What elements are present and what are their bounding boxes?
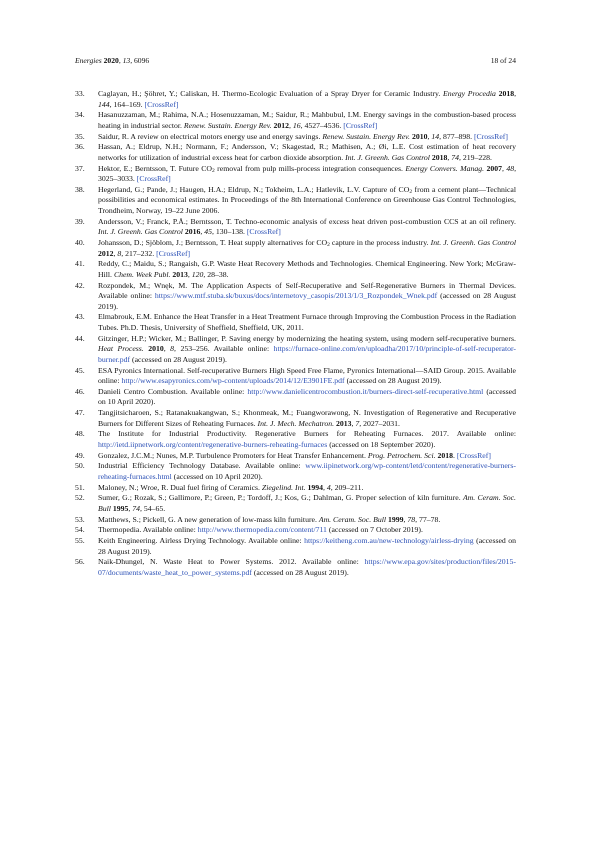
reference-segment: Saidur, R. A review on electrical motors energy use and energy savings. <box>98 131 323 141</box>
reference-segment: , <box>163 344 171 354</box>
reference-item <box>75 89 516 110</box>
subscript: 2 <box>212 167 215 174</box>
reference-item <box>75 408 516 429</box>
reference-segment: (accessed on 10 April 2020). <box>98 386 516 407</box>
reference-text <box>98 387 516 407</box>
reference-segment: , 209–211. <box>330 482 364 492</box>
reference-year: 2018 <box>437 450 454 460</box>
reference-segment: , 219–228. <box>459 152 492 162</box>
journal-citation: Energies 2020, 13, 6096 <box>75 56 150 65</box>
reference-italic: Int. J. Greenh. Gas Control <box>345 152 430 162</box>
crossref-link[interactable]: [CrossRef] <box>136 174 171 184</box>
reference-italic: Prog. Petrochem. Sci. <box>367 450 436 460</box>
reference-segment: , 164–169. <box>109 99 145 109</box>
reference-segment: , 77–78. <box>415 514 441 524</box>
reference-segment: , <box>200 227 205 237</box>
reference-number: 54. <box>75 525 85 535</box>
reference-number: 48. <box>75 429 85 439</box>
reference-segment: Johansson, D.; Sjöblom, J.; Berntsson, T. Heat supply alternatives for CO <box>98 237 328 247</box>
reference-number: 46. <box>75 386 85 396</box>
url-link[interactable]: http://www.thermopedia.com/content/711 <box>197 525 327 535</box>
reference-number: 36. <box>75 142 85 152</box>
reference-segment: Thermopedia. Available online: <box>98 525 198 535</box>
reference-italic: 78 <box>407 514 416 524</box>
reference-text <box>98 536 516 556</box>
reference-segment: , <box>113 248 118 258</box>
reference-segment: , <box>501 163 507 173</box>
reference-item <box>75 536 516 557</box>
journal-name: Energies <box>75 56 102 65</box>
reference-year: 2013 <box>336 418 352 428</box>
reference-italic: Renew. Sustain. Energy Rev. <box>183 120 272 130</box>
reference-italic: 7 <box>355 418 360 428</box>
journal-year: 2020 <box>103 56 119 65</box>
reference-segment: Hassan, A.; Eldrup, N.H.; Normann, F.; Andersson, V.; Skagestad, R.; Mathisen, A.; Øi, L.E. Cost estimation of heat recovery networks for utilization of industrial excess heat for carbon dioxide absorption. <box>98 142 516 162</box>
reference-number: 42. <box>75 280 85 290</box>
reference-year: 2012 <box>98 248 114 258</box>
reference-number: 51. <box>75 482 85 492</box>
reference-year: 2012 <box>273 120 289 130</box>
reference-italic: 4 <box>326 482 331 492</box>
reference-item <box>75 334 516 366</box>
reference-text <box>98 557 516 577</box>
reference-text <box>98 451 491 460</box>
crossref-link[interactable]: [CrossRef] <box>246 227 281 237</box>
reference-text <box>98 461 516 481</box>
reference-segment: Gitzinger, H.P.; Wicker, M.; Ballinger, P. Saving energy by modernizing the heating system, using modern self-recuperative burners. <box>98 333 516 343</box>
reference-italic: Energy Convers. Manag. <box>405 163 485 173</box>
reference-segment: (accessed on 7 October 2019). <box>326 525 423 535</box>
reference-item <box>75 238 516 259</box>
reference-number: 40. <box>75 237 85 247</box>
reference-number: 37. <box>75 163 85 173</box>
reference-number: 38. <box>75 184 85 194</box>
reference-segment: Keith Engineering. Airless Drying Technology. Available online: <box>98 536 305 545</box>
reference-item <box>75 387 516 408</box>
reference-text <box>98 429 516 449</box>
reference-segment: (accessed on 28 August 2019). <box>251 567 349 577</box>
reference-segment: , 217–232. <box>121 248 157 258</box>
reference-segment: Naik-Dhungel, N. Waste Heat to Power Systems. 2012. Available online: <box>98 557 365 567</box>
url-link[interactable]: http://www.esapyronics.com/wp-content/uploads/2014/12/E3901FE.pdf <box>121 376 345 386</box>
reference-year: 2016 <box>184 227 201 237</box>
reference-segment: removal from pulp mills-process integration consequences. <box>214 163 406 173</box>
reference-number: 35. <box>75 131 85 141</box>
reference-segment: Hegerland, G.; Pande, J.; Haugen, H.A.; Eldrup, N.; Tokheim, L.A.; Hatlevik, L.V. Capture of CO <box>98 184 410 194</box>
reference-item <box>75 110 516 131</box>
reference-year: 1999 <box>387 514 404 524</box>
url-link[interactable]: www.iipinetwork.org/wp-content/letd/content/regenerative-burners-reheating-furnaces.html <box>98 461 516 481</box>
reference-segment: (accessed on 28 August 2019). <box>344 376 442 386</box>
reference-number: 33. <box>75 89 85 98</box>
reference-italic: Int. J. Greenh. Gas Control <box>430 237 516 247</box>
reference-segment: , <box>128 503 133 513</box>
reference-segment: , <box>187 269 192 279</box>
reference-item <box>75 366 516 387</box>
reference-text <box>98 483 363 492</box>
reference-text <box>98 366 516 386</box>
reference-italic: 74 <box>451 152 460 162</box>
subscript: 2 <box>327 241 330 248</box>
reference-text <box>98 493 516 513</box>
reference-text <box>98 110 516 130</box>
reference-italic: Heat Process. <box>98 344 144 354</box>
reference-year: 2018 <box>431 152 448 162</box>
reference-number: 55. <box>75 536 85 545</box>
reference-list <box>75 89 516 579</box>
reference-italic: Int. J. Mech. Mechatron. <box>257 418 335 428</box>
reference-item <box>75 132 516 143</box>
reference-segment: , 253–256. Available online: <box>174 344 274 354</box>
reference-segment: Reddy, C.; Maidu, S.; Rangaish, G.P. Waste Heat Recovery Methods and Technologies. Chemical Engineering. New York; McGraw-Hill. <box>98 259 516 279</box>
reference-segment: . <box>453 450 457 460</box>
reference-item <box>75 429 516 450</box>
reference-italic: 14 <box>431 131 440 141</box>
reference-item <box>75 164 516 185</box>
reference-text <box>98 525 423 534</box>
reference-segment: , <box>427 131 432 141</box>
reference-italic: 45 <box>204 227 212 237</box>
reference-segment: (accessed on 28 August 2019). <box>98 536 517 556</box>
reference-segment: (accessed on 10 April 2020). <box>171 471 263 481</box>
reference-italic: 144 <box>98 99 110 109</box>
crossref-link[interactable]: [CrossRef] <box>144 99 179 109</box>
reference-italic: 48 <box>506 163 515 173</box>
reference-item <box>75 217 516 238</box>
reference-segment: (accessed on 28 August 2019). <box>98 291 516 311</box>
reference-number: 47. <box>75 408 85 418</box>
url-link[interactable]: https://www.epa.gov/sites/production/files/2015-07/documents/waste_heat_to_power_systems.pdf <box>98 557 516 577</box>
url-link[interactable]: http://ietd.iipnetwork.org/content/regenerative-burners-reheating-furnaces <box>98 440 328 449</box>
reference-text <box>98 408 516 428</box>
reference-italic: 74 <box>132 503 140 513</box>
reference-year: 1995 <box>112 503 129 513</box>
reference-text <box>98 89 516 109</box>
reference-number: 44. <box>75 333 85 343</box>
reference-segment: (accessed on 18 September 2020). <box>327 440 436 449</box>
reference-segment: , 4527–4536. <box>300 120 344 130</box>
reference-number: 41. <box>75 259 85 269</box>
reference-italic: 8 <box>117 248 122 258</box>
reference-item <box>75 493 516 514</box>
reference-item <box>75 451 516 462</box>
reference-segment: from a cement plant—Technical possibilities and economical estimates. In Proceedings of the 8th International Conference on Greenhouse Gas Control Technologies, Trondheim, Norway, 19–22 June 2006. <box>98 184 517 215</box>
reference-item <box>75 557 516 578</box>
reference-italic: 8 <box>170 344 175 354</box>
journal-volume: 13 <box>122 56 131 65</box>
reference-segment: , 877–898. <box>439 131 474 141</box>
article-number: 6096 <box>134 56 150 65</box>
reference-segment: Industrial Efficiency Technology Database. Available online: <box>98 461 306 471</box>
page-number: 18 of 24 <box>490 56 516 65</box>
reference-year: 2007 <box>486 163 502 173</box>
url-link[interactable]: http://www.danielicentrocombustion.it/burners-direct-self-recuperative.html <box>247 386 484 396</box>
reference-italic: Ziegelind. Int. <box>261 482 306 492</box>
reference-text <box>98 217 516 237</box>
reference-segment: , <box>289 120 293 130</box>
reference-year: 2013 <box>172 269 188 279</box>
url-link[interactable]: https://furnace-online.com/en/uploadha/2017/10/principle-of-self-recuperator-burner.pdf <box>98 344 516 364</box>
reference-year: 2018 <box>498 89 515 98</box>
reference-number: 45. <box>75 365 85 375</box>
reference-italic: Am. Ceram. Soc. Bull <box>318 514 387 524</box>
reference-italic: Am. Ceram. Soc. Bull <box>98 493 516 513</box>
reference-segment: (accessed on 28 August 2019). <box>130 354 227 364</box>
reference-italic: 120 <box>191 269 204 279</box>
reference-segment: Caglayan, H.; Şöhret, Y.; Caliskan, H. Thermo-Ecologic Evaluation of a Spray Dryer for Ceramic Industry. <box>98 89 443 98</box>
reference-segment: , <box>447 152 452 162</box>
reference-segment: Hektor, E.; Berntsson, T. Future CO <box>98 163 212 173</box>
reference-segment: , 3025–3033. <box>98 163 517 184</box>
running-header <box>75 56 516 68</box>
reference-text <box>98 238 516 258</box>
reference-segment: Sumer, G.; Rozak, S.; Gallimore, P.; Green, P.; Tordoff, J.; Kos, G.; Dahlman, G. Proper selection of kiln furniture. <box>98 493 463 503</box>
reference-italic: Energy Procedia <box>442 89 496 98</box>
reference-segment: Hasanuzzaman, M.; Rahima, N.A.; Hosenuzzaman, M.; Saidur, R.; Mahbubul, I.M. Energy savings in the combustion-based process heating in industrial sector. <box>98 110 516 130</box>
reference-segment: Matthews, S.; Pickell, G. A new generation of low-mass kiln furniture. <box>98 514 319 524</box>
reference-segment: Tangjitsicharoen, S.; Ratanakuakangwan, S.; Khonmeak, M.; Fuangworawong, N. Investigation of Regenerative and Recuperative Burners for Different Sizes of Reheating Furnaces. <box>98 408 516 428</box>
reference-segment: Andersson, V.; Franck, P.Å.; Berntsson, T. Techno-economic analysis of excess heat driven post-combustion CCS at an oil refinery. <box>98 216 516 226</box>
reference-text <box>98 515 440 524</box>
reference-segment: Danieli Centro Combustion. Available online: <box>98 386 248 396</box>
reference-text <box>98 334 516 364</box>
reference-segment: Elmabrouk, E.M. Enhance the Heat Transfer in a Heat Treatment Furnace through Improving the Combustion Process in the Radiation Tubes. Ph.D. Thesis, University of Sheffield, Sheffield, UK, 2011. <box>98 312 516 332</box>
reference-number: 34. <box>75 110 85 120</box>
crossref-link[interactable]: [CrossRef] <box>156 248 191 258</box>
reference-item <box>75 312 516 333</box>
reference-item <box>75 515 516 526</box>
reference-text <box>98 281 516 311</box>
reference-item <box>75 142 516 163</box>
reference-item <box>75 483 516 494</box>
reference-segment: Rozpondek, M.; Wnęk, M. The Application Aspects of Self-Recuperative and Self-Regenerative Burners in Thermal Devices. Available online: <box>98 280 516 301</box>
reference-number: 49. <box>75 450 85 460</box>
reference-text <box>98 142 516 162</box>
reference-text <box>98 185 516 215</box>
reference-segment: , 2027–2031. <box>359 418 400 428</box>
reference-year: 2010 <box>411 131 428 141</box>
url-link[interactable]: https://www.mtf.stuba.sk/buxus/docs/internetovy_casopis/2013/1/3_Rozpondek_Wnek.pdf <box>154 291 438 301</box>
reference-italic: Int. J. Greenh. Gas Control <box>98 227 183 237</box>
reference-italic: Renew. Sustain. Energy Rev. <box>322 131 410 141</box>
reference-number: 39. <box>75 216 85 226</box>
reference-text <box>98 259 516 279</box>
reference-segment: , 28–38. <box>203 269 229 279</box>
reference-text <box>98 164 516 184</box>
url-link[interactable]: https://keitheng.com.au/new-technology/airless-drying <box>304 536 474 545</box>
reference-italic: 16 <box>292 120 301 130</box>
reference-text <box>98 132 508 141</box>
reference-segment: , 130–138. <box>211 227 247 237</box>
reference-number: 50. <box>75 461 85 471</box>
reference-item <box>75 185 516 217</box>
reference-segment: , <box>323 482 327 492</box>
reference-number: 53. <box>75 514 85 524</box>
reference-segment: capture in the process industry. <box>329 237 431 247</box>
reference-item <box>75 461 516 482</box>
reference-item <box>75 281 516 313</box>
reference-segment: , <box>351 418 356 428</box>
reference-item <box>75 259 516 280</box>
reference-segment: , <box>403 514 408 524</box>
crossref-link[interactable]: [CrossRef] <box>456 450 491 460</box>
reference-item <box>75 525 516 536</box>
reference-segment: , 54–65. <box>139 503 166 513</box>
reference-segment: Gonzalez, J.C.M.; Nunes, M.P. Turbulence Promoters for Heat Transfer Enhancement. <box>98 450 368 460</box>
subscript: 2 <box>409 188 413 195</box>
reference-segment: The Institute for Industrial Productivity. Regenerative Burners for Reheating Furnaces. 2017. Available online: <box>98 429 516 439</box>
reference-year: 2010 <box>148 344 164 354</box>
reference-text <box>98 312 516 332</box>
reference-segment: Maloney, N.; Wroe, R. Dual fuel firing of Ceramics. <box>98 482 262 492</box>
reference-segment: ESA Pyronics International. Self-recuperative Burners High Speed Free Flame, Pyronics International—SAID Group. 2015. Available online: <box>98 365 516 386</box>
reference-segment: , <box>514 89 516 98</box>
reference-year: 1994 <box>307 482 324 492</box>
reference-number: 56. <box>75 557 85 567</box>
reference-number: 43. <box>75 312 85 322</box>
reference-italic: Chem. Week Publ. <box>113 269 171 279</box>
crossref-link[interactable]: [CrossRef] <box>343 120 378 130</box>
crossref-link[interactable]: [CrossRef] <box>473 131 508 141</box>
reference-number: 52. <box>75 493 85 503</box>
